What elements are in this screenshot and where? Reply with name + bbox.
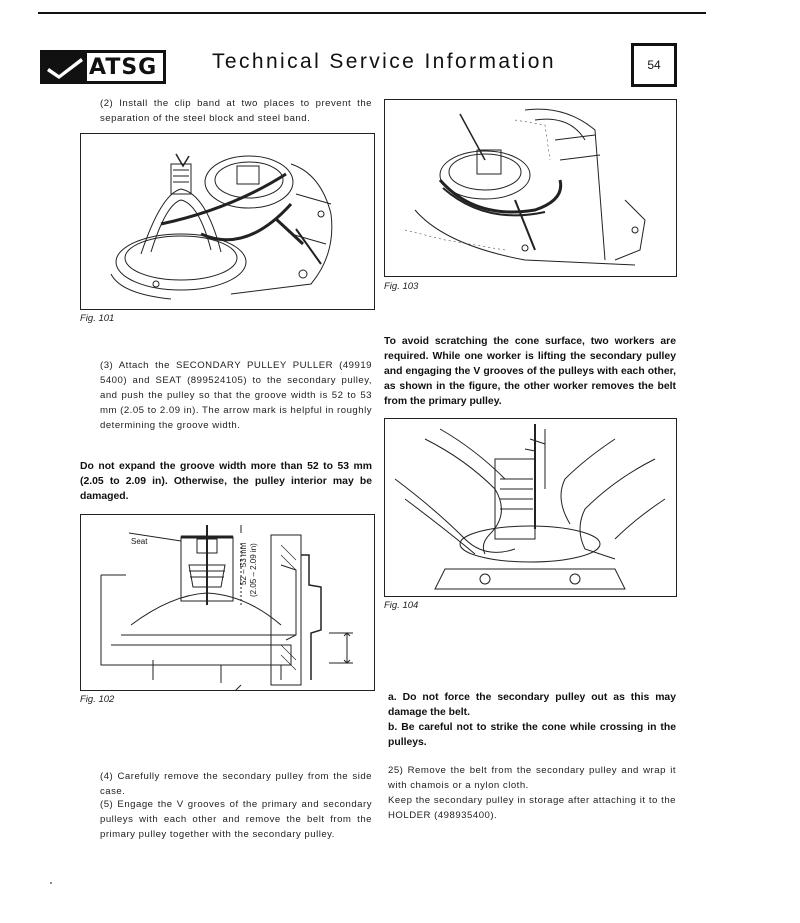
caution-b-text: b. Be careful not to strike the cone while crossing in the pulleys.	[388, 722, 676, 748]
page-title: Technical Service Information	[212, 50, 556, 73]
dimension-in-label: (2.05 – 2.09 in)	[249, 543, 258, 597]
figure-101	[80, 133, 375, 310]
figure-104	[384, 418, 677, 597]
holder-storage-text: Keep the secondary pulley in storage after attaching it to the HOLDER (498935400).	[388, 795, 676, 821]
pulley-puller-diagram	[81, 515, 374, 690]
pulley-clip-band-illustration	[81, 134, 374, 309]
figure-102	[80, 514, 375, 691]
fig-104-caption: Fig. 104	[384, 600, 419, 611]
step-4-text: (4) Carefully remove the secondary pulley from the side case.	[100, 771, 372, 797]
two-workers-note: To avoid scratching the cone surface, two workers are required. While one worker is lifting the secondary pulley and engaging the V grooves of the pulleys with each other, as shown in the figure, the other worker removes the belt from the primary pulley.	[384, 336, 676, 407]
dimension-mm-label: 52 – 53 mm	[239, 542, 248, 585]
checkmark-logo-icon	[43, 53, 87, 81]
fig-101-caption: Fig. 101	[80, 313, 115, 324]
top-rule	[38, 12, 706, 14]
fig-102-caption: Fig. 102	[80, 694, 115, 705]
figure-103	[384, 99, 677, 277]
fig-103-caption: Fig. 103	[384, 281, 419, 292]
step-2-text: (2) Install the clip band at two places to prevent the separation of the steel block and steel band.	[100, 98, 372, 124]
atsg-logo	[40, 50, 166, 84]
logo-text: ATSG	[89, 54, 158, 80]
seat-label: Seat	[131, 537, 148, 546]
two-workers-removing-belt-illustration	[385, 419, 676, 596]
caution-a-text: a. Do not force the secondary pulley out as this may damage the belt.	[388, 692, 676, 718]
belt-clip-band-illustration	[385, 100, 676, 276]
step-25-text: 25) Remove the belt from the secondary pulley and wrap it with chamois or a nylon cloth.	[388, 765, 676, 791]
warning-text: Do not expand the groove width more than 52 to 53 mm (2.05 to 2.09 in). Otherwise, the pulley interior may be damaged.	[80, 461, 372, 502]
step-3-text: (3) Attach the SECONDARY PULLEY PULLER (49919 5400) and SEAT (899524105) to the secondary pulley, and push the pulley so that the groove width is 52 to 53 mm (2.05 to 2.09 in). The arrow mark is helpful in roughly determining the groove width.	[100, 360, 372, 431]
step-5-text: (5) Engage the V grooves of the primary and secondary pulleys with each other and remove the belt from the primary pulley together with the secondary pulley.	[100, 799, 372, 840]
scan-speck	[50, 882, 52, 884]
page-number: 54	[631, 43, 677, 87]
